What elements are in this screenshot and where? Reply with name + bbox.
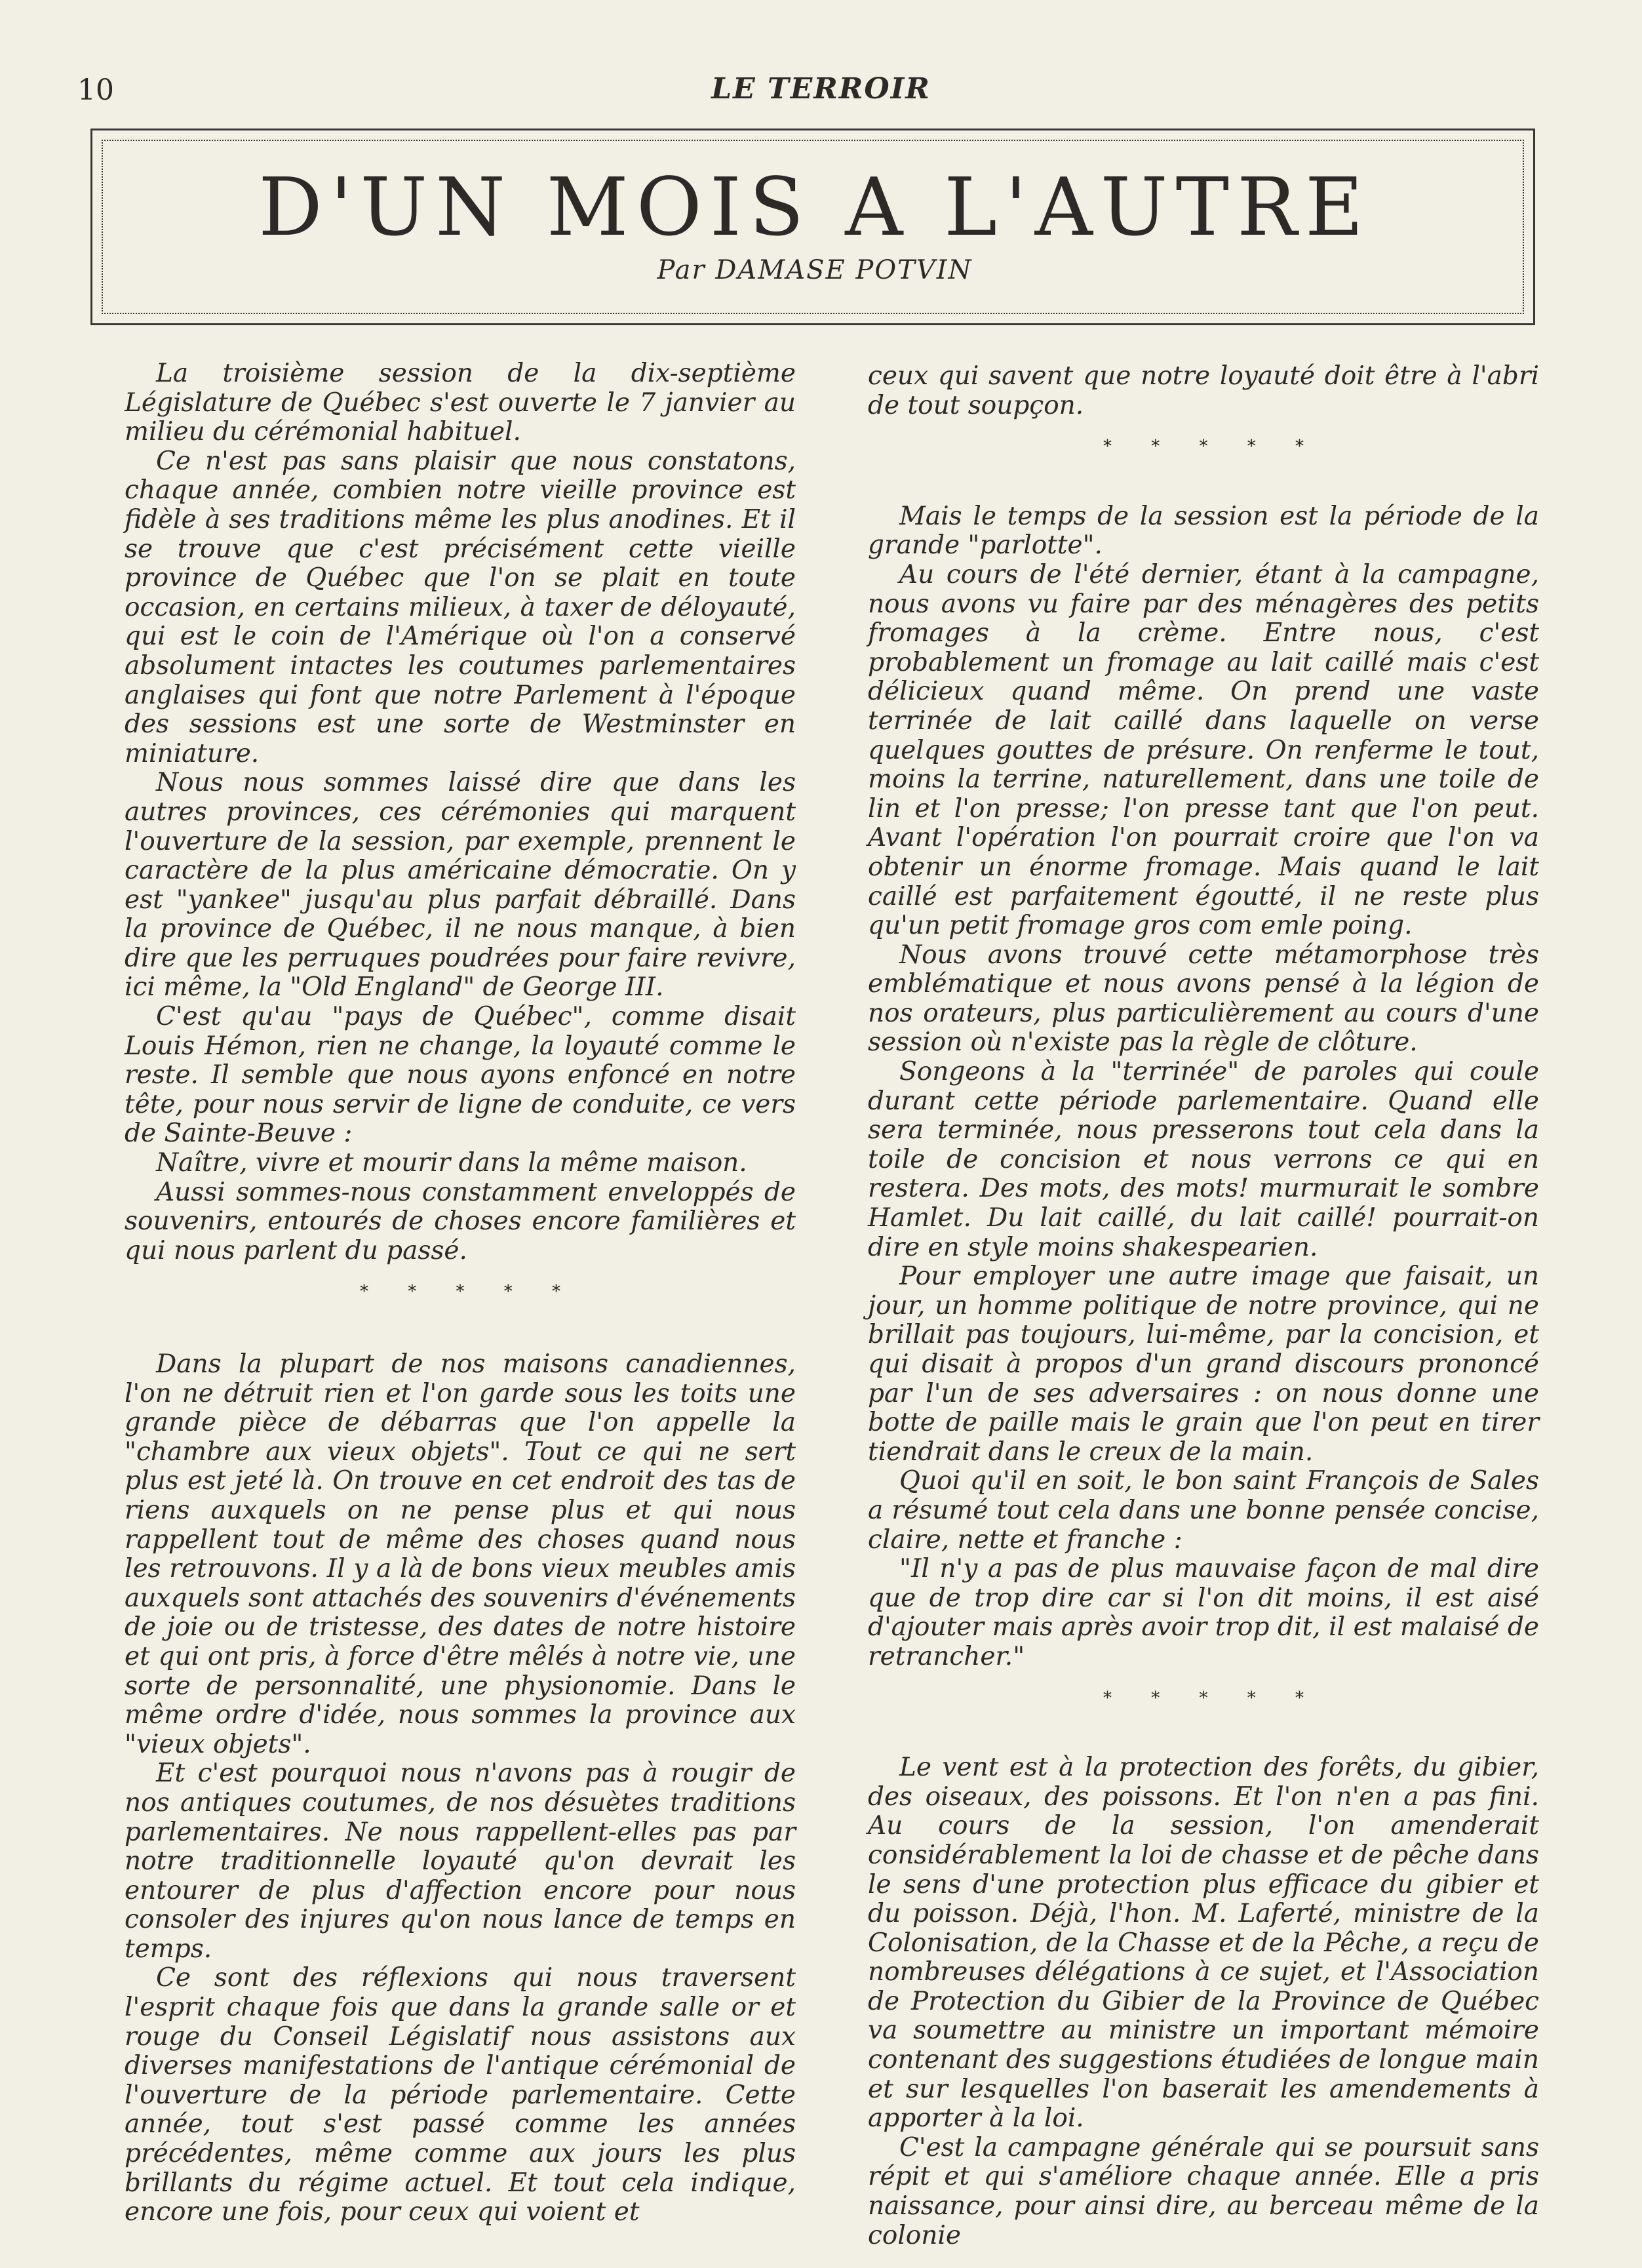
paragraph: Pour employer une autre image que faisait, un jour, un homme politique de notre province, qui ne brillait pas toujours, lui-même, par la concision, et qui disait à propos d'un grand discours prononcé par l'un de ses adversaires : on nous donne une botte de paille mais le grain que l'on peut en tirer tiendrait dans le creux de la main. <box>868 1262 1539 1467</box>
paragraph: Au cours de l'été dernier, étant à la campagne, nous avons vu faire par des ménagères des petits fromages à la crème. Entre nous, c'est probablement un fromage au lait caillé mais c'est délicieux quand même. On prend une vaste terrinée de lait caillé dans laquelle on verse quelques gouttes de présure. On renferme le tout, moins la terrine, naturellement, dans une toile de lin et l'on presse; l'on presse tant que l'on peut. Avant l'opération l'on pourrait croire que l'on va obtenir un énorme fromage. Mais quand le lait caillé est parfaitement égoutté, il ne reste plus qu'un petit fromage gros com emle poing. <box>868 559 1539 941</box>
section-gap <box>125 1307 796 1350</box>
paragraph: Dans la plupart de nos maisons canadiennes, l'on ne détruit rien et l'on garde sous les toits une grande pièce de débarras que l'on appelle la "chambre aux vieux objets". Tout ce qui ne sert plus est jeté là. On trouve en cet endroit des tas de riens auxquels on ne pense plus et qui nous rappellent tout de même des choses quand nous les retrouvons. Il y a là de bons vieux meubles amis auxquels sont attachés des souvenirs d'événements de joie ou de tristesse, des dates de notre histoire et qui ont pris, à force d'être mêlés à notre vie, une sorte de personnalité, une physionomie. Dans le même ordre d'idée, nous sommes la province aux "vieux objets". <box>125 1349 796 1759</box>
section-separator: * * * * * <box>1103 437 1321 457</box>
paragraph: ceux qui savent que notre loyauté doit être à l'abri de tout soupçon. <box>868 361 1539 420</box>
section-separator: * * * * * <box>1103 1688 1321 1708</box>
paragraph: C'est la campagne générale qui se poursuit sans répit et qui s'améliore chaque année. Elle a pris naissance, pour ainsi dire, au berceau même de la colonie <box>868 2132 1539 2250</box>
page-number: 10 <box>77 73 114 107</box>
quotation: "Il n'y a pas de plus mauvaise façon de mal dire que de trop dire car si l'on dit moins, il est aisé d'ajouter mais après avoir trop dit, il est malaisé de retrancher." <box>868 1554 1539 1671</box>
left-column <box>125 359 796 2227</box>
paragraph: Songeons à la "terrinée" de paroles qui coule durant cette période parlementaire. Quand elle sera terminée, nous presserons tout cela dans la toile de concision et nous verrons ce qui en restera. Des mots, des mots! murmurait le sombre Hamlet. Du lait caillé, du lait caillé! pourrait-on dire en style moins shakespearien. <box>868 1057 1539 1262</box>
paragraph: Aussi sommes-nous constamment enveloppés de souvenirs, entourés de choses encore familières et qui nous parlent du passé. <box>125 1177 796 1265</box>
paragraph: Le vent est à la protection des forêts, du gibier, des oiseaux, des poissons. Et l'on n'en a pas fini. Au cours de la session, l'on amenderait considérablement la loi de chasse et de pêche dans le sens d'une protection plus efficace du gibier et du poisson. Déjà, l'hon. M. Laferté, ministre de la Colonisation, de la Chasse et de la Pêche, a reçu de nombreuses délégations à ce sujet, et l'Association de Protection du Gibier de la Province de Québec va soumettre au ministre un important mémoire contenant des suggestions étudiées de longue main et sur lesquelles l'on baserait les amendements à apporter à la loi. <box>868 1753 1539 2134</box>
article-byline: Par DAMASE POTVIN <box>657 255 973 285</box>
article-title: D'UN MOIS A L'AUTRE <box>258 161 1371 254</box>
section-separator: * * * * * <box>359 1282 578 1302</box>
paragraph: C'est qu'au "pays de Québec", comme disait Louis Hémon, rien ne change, la loyauté comme le reste. Il semble que nous ayons enfoncé en notre tête, pour nous servir de ligne de conduite, ce vers de Sainte-Beuve : <box>125 1002 796 1149</box>
paragraph: Ce sont des réflexions qui nous traversent l'esprit chaque fois que dans la grande salle or et rouge du Conseil Législatif nous assistons aux diverses manifestations de l'antique cérémonial de l'ouverture de la période parlementaire. Cette année, tout s'est passé comme les années précédentes, même comme aux jours les plus brillants du régime actuel. Et tout cela indique, encore une fois, pour ceux qui voient et <box>125 1963 796 2227</box>
running-head: LE TERROIR <box>711 72 931 106</box>
paragraph: Nous avons trouvé cette métamorphose très emblématique et nous avons pensé à la légion de nos orateurs, plus particulièrement au cours d'une session où n'existe pas la règle de clôture. <box>868 940 1539 1058</box>
section-gap <box>868 1713 1539 1753</box>
paragraph: Et c'est pourquoi nous n'avons pas à rougir de nos antiques coutumes, de nos désuètes traditions parlementaires. Ne nous rappellent-elles pas par notre traditionnelle loyauté qu'on devrait les entourer de plus d'affection encore pour nous consoler des injures qu'on nous lance de temps en temps. <box>125 1759 796 1964</box>
paragraph: Nous nous sommes laissé dire que dans les autres provinces, ces cérémonies qui marquent l'ouverture de la session, par exemple, prennent le caractère de la plus américaine démocratie. On y est "yankee" jusqu'au plus parfait débraillé. Dans la province de Québec, il ne nous manque, à bien dire que les perruques poudrées pour faire revivre, ici même, la "Old England" de George III. <box>125 768 796 1003</box>
section-gap <box>868 462 1539 502</box>
verse-quote: Naître, vivre et mourir dans la même maison. <box>156 1148 747 1178</box>
right-column <box>868 362 1539 2250</box>
title-frame <box>90 129 1535 325</box>
paragraph: Quoi qu'il en soit, le bon saint François de Sales a résumé tout cela dans une bonne pensée concise, claire, nette et franche : <box>868 1466 1539 1555</box>
paragraph: La troisième session de la dix-septième Législature de Québec s'est ouverte le 7 janvier au milieu du cérémonial habituel. <box>125 359 796 447</box>
paragraph: Mais le temps de la session est la période de la grande "parlotte". <box>868 501 1539 561</box>
paragraph: Ce n'est pas sans plaisir que nous constatons, chaque année, combien notre vieille province est fidèle à ses traditions même les plus anodines. Et il se trouve que c'est précisément cette vieille province de Québec que l'on se plait en toute occasion, en certains milieux, à taxer de déloyauté, qui est le coin de l'Amérique où l'on a conservé absolument intactes les coutumes parlementaires anglaises qui font que notre Parlement à l'époque des sessions est une sorte de Westminster en miniature. <box>125 446 796 768</box>
